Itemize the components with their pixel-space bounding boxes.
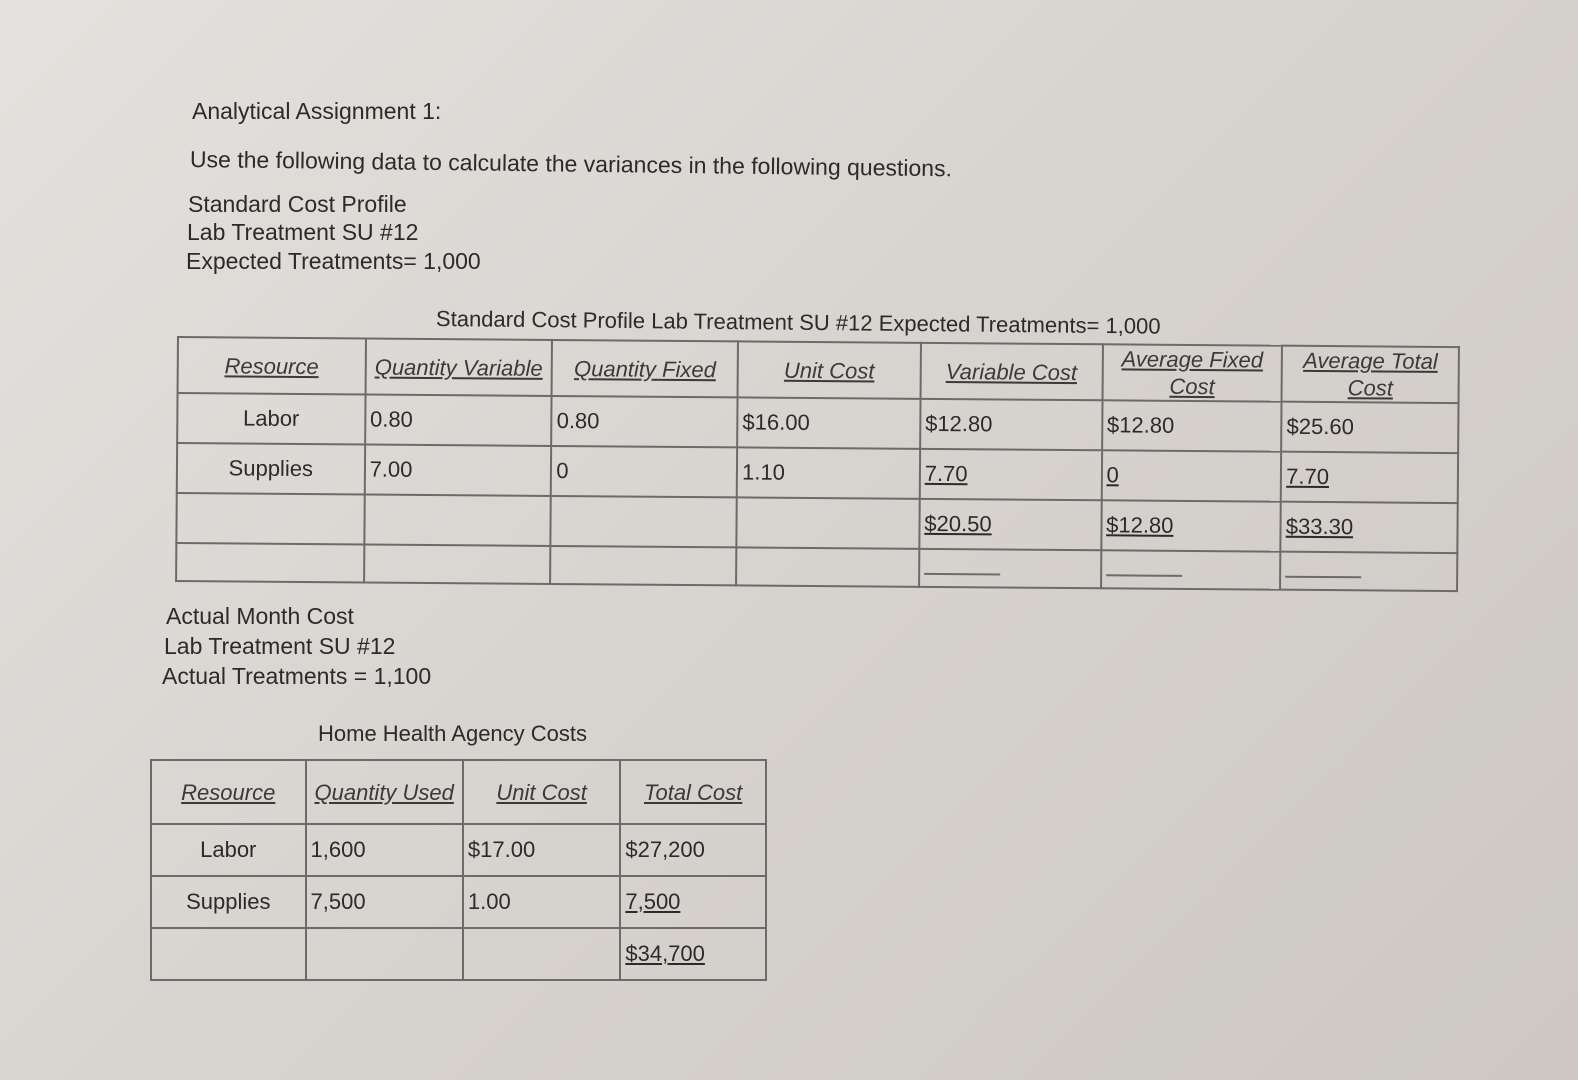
underlined-value: 0	[1106, 462, 1119, 488]
underlined-value: 7.70	[1286, 463, 1330, 490]
standard-cost-table	[175, 336, 1460, 592]
table-cell	[620, 876, 766, 928]
table-cell: 0	[551, 446, 737, 497]
total-value: $20.50	[924, 510, 992, 537]
column-header: Variable Cost	[920, 343, 1102, 400]
table-cell: 0.80	[551, 396, 737, 447]
table-cell	[364, 494, 551, 545]
column-header: Average Fixed Cost	[1102, 344, 1282, 401]
table-cell: 7,500	[306, 876, 463, 928]
table-cell	[1101, 550, 1281, 589]
standard-profile-heading: Standard Cost Profile	[188, 191, 407, 217]
table-cell	[1281, 502, 1458, 553]
column-header: Unit Cost	[738, 341, 921, 398]
total-value: $33.30	[1285, 513, 1354, 540]
table-cell	[151, 928, 306, 980]
table-cell: Supplies	[151, 876, 306, 928]
table-cell	[919, 499, 1101, 550]
column-header: Quantity Fixed	[552, 340, 738, 397]
table-cell: $12.80	[1102, 400, 1282, 451]
table-cell	[1101, 500, 1281, 551]
column-header: Total Cost	[620, 760, 766, 824]
blank-underline	[1106, 562, 1182, 577]
table-cell: $12.80	[920, 399, 1102, 450]
table-cell	[620, 928, 766, 980]
table-cell: 1.10	[737, 447, 920, 498]
table-cell: $16.00	[737, 397, 920, 448]
total-value: $12.80	[1106, 512, 1174, 538]
underlined-value: 7,500	[625, 889, 681, 914]
table-row	[151, 824, 766, 876]
table-cell	[551, 496, 737, 547]
column-header: Quantity Variable	[365, 338, 552, 395]
table-cell	[736, 547, 919, 586]
table-header-row	[151, 760, 766, 824]
table-cell: 7.00	[364, 444, 551, 495]
table-cell: $27,200	[620, 824, 766, 876]
standard-table-caption: Standard Cost Profile Lab Treatment SU #12 Expected Treatments= 1,000	[435, 306, 1161, 339]
column-header: Resource	[178, 337, 366, 394]
blank-underline	[924, 561, 1000, 576]
column-header: Quantity Used	[306, 760, 463, 824]
table-cell	[1281, 452, 1458, 503]
blank-underline	[1285, 564, 1361, 579]
table-cell	[306, 928, 463, 980]
table-cell: 1.00	[463, 876, 620, 928]
table-cell	[550, 546, 736, 585]
table-cell	[920, 449, 1102, 500]
table-cell: Labor	[151, 824, 306, 876]
home-health-cost-table	[150, 759, 767, 981]
table-cell: 0.80	[365, 394, 552, 445]
standard-profile-subheading: Lab Treatment SU #12	[187, 219, 419, 245]
table-cell	[1280, 552, 1457, 591]
column-header: Resource	[151, 760, 306, 824]
table-cell	[364, 544, 551, 583]
actual-month-heading: Actual Month Cost	[166, 603, 354, 629]
standard-profile-expected-treatments: Expected Treatments= 1,000	[186, 248, 481, 274]
table-cell: $25.60	[1281, 402, 1458, 453]
table-cell: Supplies	[177, 443, 365, 494]
table-cell	[919, 549, 1101, 588]
table-row-total	[151, 928, 766, 980]
table-header-row	[178, 337, 1459, 403]
underlined-value: 7.70	[924, 460, 968, 487]
home-health-table-caption: Home Health Agency Costs	[318, 721, 588, 746]
table-cell	[176, 493, 364, 544]
column-header: Average Total Cost	[1282, 346, 1459, 403]
table-cell	[463, 928, 620, 980]
table-cell: Labor	[177, 393, 365, 444]
table-cell: 1,600	[306, 824, 463, 876]
table-row	[151, 876, 766, 928]
column-header: Unit Cost	[463, 760, 620, 824]
actual-month-subheading: Lab Treatment SU #12	[164, 633, 396, 659]
assignment-title: Analytical Assignment 1:	[192, 98, 442, 124]
table-cell	[736, 497, 919, 548]
assignment-instructions: Use the following data to calculate the variances in the following questions.	[189, 146, 953, 182]
actual-treatments: Actual Treatments = 1,100	[162, 663, 432, 689]
table-cell: $17.00	[463, 824, 620, 876]
total-value: $34,700	[625, 941, 705, 966]
table-cell	[176, 543, 364, 582]
table-cell	[1101, 450, 1281, 501]
